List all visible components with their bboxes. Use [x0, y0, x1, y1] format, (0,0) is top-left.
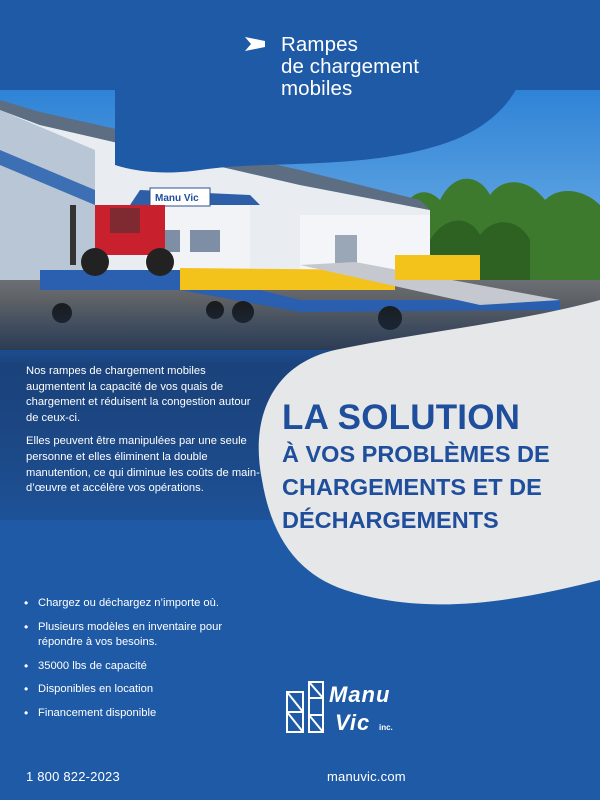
list-item: • Plusieurs modèles en inventaire pour répondre à vos besoins.: [22, 620, 252, 651]
header-title: [281, 34, 471, 100]
chevron-right-icon: [245, 37, 265, 51]
logo-text: Manu: [329, 682, 391, 707]
headline-line: LA SOLUTION: [282, 398, 521, 437]
list-item: • Disponibles en location: [22, 682, 252, 698]
intro-paragraph: Nos rampes de chargement mobiles augmentent la capacité de vos quais de chargement et réduisent la congestion autour de ceux-ci.: [26, 365, 251, 424]
feature-list: [22, 596, 252, 729]
list-item: • Chargez ou déchargez n’importe où.: [22, 596, 252, 612]
building-sign: Manu Vic: [155, 193, 199, 204]
logo-suffix: inc.: [379, 723, 393, 732]
intro-paragraph: Elles peuvent être manipulées par une seule personne et elles éliminent la double manutention, ce qui diminue les coûts de main-d’œuvre et accélère vos opérations.: [26, 435, 260, 495]
headline-line: À VOS PROBLÈMES DE: [282, 441, 550, 467]
headline: [282, 398, 592, 537]
website-link[interactable]: manuvic.com: [327, 769, 406, 784]
logo-text: Vic: [335, 710, 371, 735]
scaffold-icon: [287, 682, 323, 732]
headline-line: CHARGEMENTS ET DE: [282, 474, 542, 500]
intro-text: [26, 364, 266, 505]
header-title-line: Rampes: [281, 33, 358, 56]
manuvic-logo: [283, 678, 433, 738]
list-item: • 35000 lbs de capacité: [22, 659, 252, 675]
header-title-line: mobiles: [281, 77, 353, 100]
phone-number[interactable]: 1 800 822-2023: [26, 769, 120, 784]
headline-line: DÉCHARGEMENTS: [282, 507, 499, 533]
list-item: • Financement disponible: [22, 706, 252, 722]
header-title-line: de chargement: [281, 55, 420, 78]
